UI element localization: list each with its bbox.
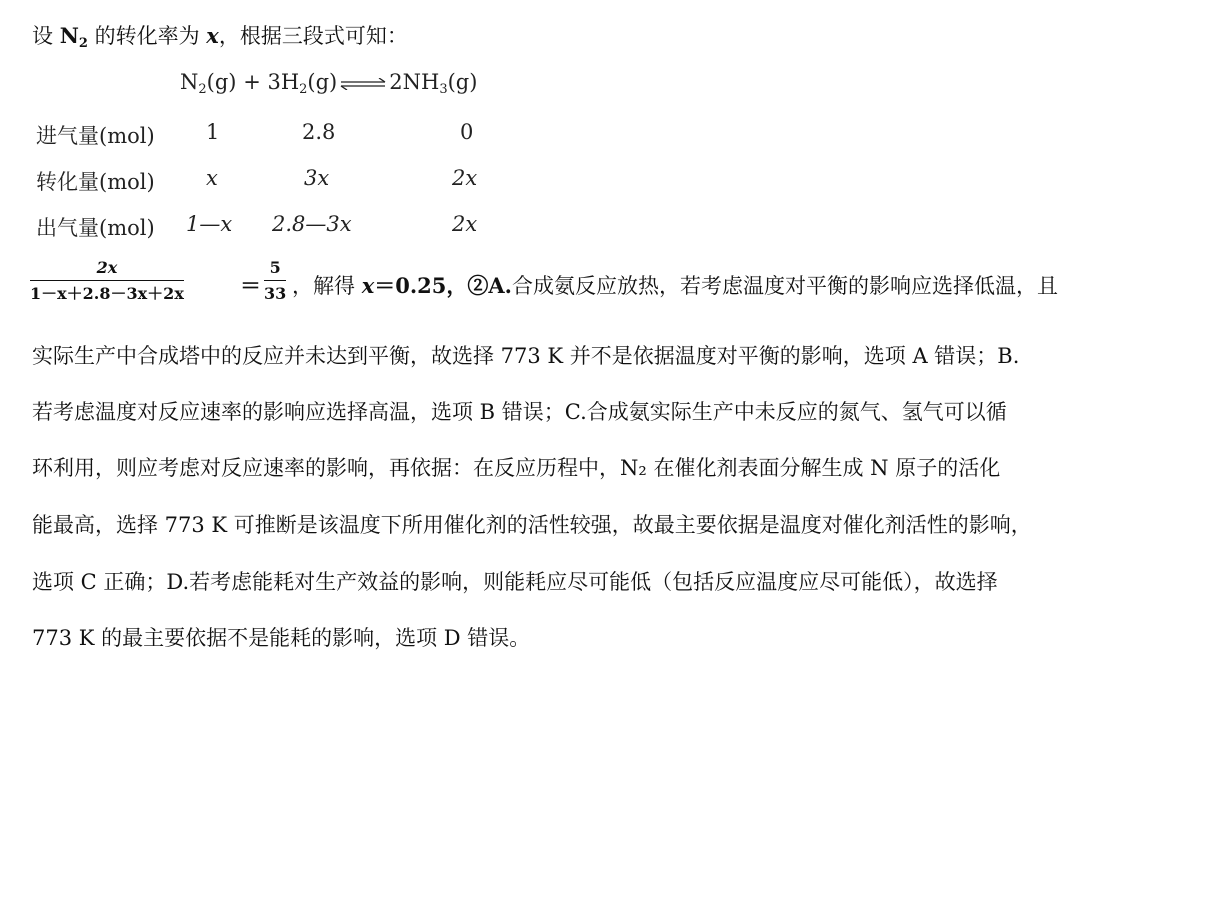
row-outlet-n2: 1—x: [186, 212, 233, 236]
row-converted-nh3: 2x: [452, 166, 478, 190]
row-inlet-h2: 2.8: [302, 120, 336, 144]
variable-x: x: [206, 23, 219, 48]
solve-text-a: ，解得: [292, 274, 362, 298]
solve-text-c: 合成氨反应放热，若考虑温度对平衡的影响应选择低温，且: [511, 274, 1058, 298]
row-label-converted: 转化量(mol): [36, 170, 155, 194]
row-outlet-nh3: 2x: [452, 212, 478, 236]
fraction-left: [30, 256, 184, 307]
fraction-right-denominator: 33: [264, 284, 287, 303]
solve-variable-x: x: [361, 273, 375, 298]
body-line-1: 实际生产中合成塔中的反应并未达到平衡，故选择 773 K 并不是依据温度对平衡的影响，选项 A 错误；B.: [32, 344, 1020, 368]
row-inlet-n2: 1: [206, 120, 220, 144]
product-nh3-sub: 3: [439, 82, 448, 97]
fraction-left-denominator: 1－x＋2.8－3x＋2x: [30, 284, 184, 303]
row-label-inlet: 进气量(mol): [36, 124, 155, 148]
reactant-h2-state: (g): [307, 70, 338, 94]
body-line-6: 773 K 的最主要依据不是能耗的影响，选项 D 错误。: [32, 626, 531, 650]
fraction-left-numerator: 2x: [96, 258, 118, 277]
reactant-n2-sub: 2: [198, 82, 207, 97]
reactant-h2-sub: 2: [299, 82, 308, 97]
body-line-5: 选项 C 正确；D.若考虑能耗对生产效益的影响，则能耗应尽可能低（包括反应温度应尽可能低），故选择: [32, 570, 998, 594]
reactant-h2: + 3H: [243, 70, 300, 94]
row-converted-h2: 3x: [304, 166, 330, 190]
intro-text-c: ，根据三段式可知：: [218, 24, 408, 48]
row-label-outlet: 出气量(mol): [36, 216, 155, 240]
intro-text-b: 的转化率为: [87, 24, 207, 48]
intro-line: [32, 20, 1198, 50]
intro-text-a: 设: [32, 24, 60, 48]
product-nh3: 2NH: [389, 70, 440, 94]
n2-subscript: 2: [78, 36, 88, 51]
equals-sign: ＝: [240, 273, 261, 298]
reaction-equation: [180, 70, 478, 97]
row-converted-n2: x: [206, 166, 218, 190]
solve-line: [292, 270, 1192, 300]
n2-symbol: N: [59, 23, 79, 48]
body-line-3: 环利用，则应考虑对反应速率的影响，再依据：在反应历程中，N₂ 在催化剂表面分解生成 N 原子的活化: [32, 456, 1001, 480]
product-nh3-state: (g): [447, 70, 478, 94]
body-line-4: 能最高，选择 773 K 可推断是该温度下所用催化剂的活性较强，故最主要依据是温度对催化剂活性的影响，: [32, 513, 1032, 537]
row-inlet-nh3: 0: [460, 120, 474, 144]
solve-result: ＝0.25，②A.: [374, 273, 512, 298]
three-stage-table: [36, 66, 636, 246]
equilibrium-arrow-icon: [339, 78, 387, 90]
fraction-right-numerator: 5: [269, 258, 281, 277]
fraction-right: [264, 256, 286, 307]
row-outlet-h2: 2.8—3x: [272, 212, 352, 236]
reactant-n2-state: (g): [206, 70, 237, 94]
reactant-n2: N: [180, 70, 199, 94]
body-line-2: 若考虑温度对反应速率的影响应选择高温，选项 B 错误；C.合成氨实际生产中未反应的氮气、氢气可以循: [32, 400, 1007, 424]
